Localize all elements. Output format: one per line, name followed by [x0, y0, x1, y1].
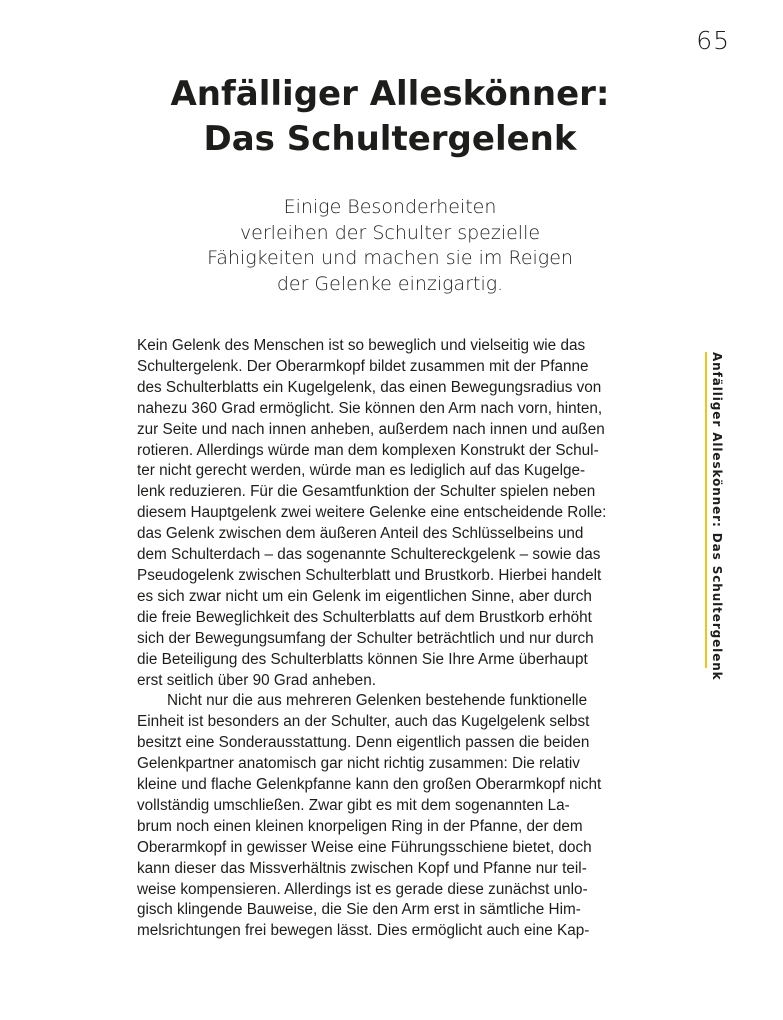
body-line: nahezu 360 Grad ermöglicht. Sie können den Arm nach vorn, hinten,	[137, 399, 603, 417]
body-line: die freie Beweglichkeit des Schulterblatts auf dem Brustkorb erhöht	[137, 608, 592, 626]
body-line: des Schulterblatts ein Kugelgelenk, das einen Bewegungsradius von	[137, 378, 602, 396]
body-line: es sich zwar nicht um ein Gelenk im eigentlichen Sinne, aber durch	[137, 587, 592, 605]
body-line: Pseudogelenk zwischen Schulterblatt und Brustkorb. Hierbei handelt	[137, 566, 602, 584]
page-number: 65	[696, 26, 730, 55]
intro-text	[140, 195, 640, 297]
body-line: die Beteiligung des Schulterblatts können Sie Ihre Arme überhaupt	[137, 650, 588, 668]
body-line: Einheit ist besonders an der Schulter, auch das Kugelgelenk selbst	[137, 713, 590, 731]
title-line-2: Das Schultergelenk	[203, 119, 577, 159]
running-header: Anfälliger Alleskönner: Das Schultergelenk	[710, 352, 724, 681]
body-line: gisch klingende Bauweise, die Sie den Arm erst in sämtliche Him-	[137, 901, 581, 919]
body-line: diesem Hauptgelenk zwei weitere Gelenke eine entscheidende Rolle:	[137, 504, 607, 522]
body-line: melsrichtungen frei bewegen lässt. Dies ermöglicht auch eine Kap-	[137, 922, 590, 940]
title-line-1: Anfälliger Alleskönner:	[170, 74, 610, 114]
body-line: das Gelenk zwischen dem äußeren Anteil des Schlüsselbeins und	[137, 525, 584, 543]
intro-line: Fähigkeiten und machen sie im Reigen	[207, 247, 573, 269]
body-text	[137, 336, 606, 942]
body-line: rotieren. Allerdings würde man dem komplexen Konstrukt der Schul-	[137, 441, 599, 459]
body-line: besitzt eine Sonderausstattung. Denn eigentlich passen die beiden	[137, 734, 590, 752]
body-line: kleine und flache Gelenkpfanne kann den großen Oberarmkopf nicht	[137, 776, 602, 794]
side-accent-rule	[705, 352, 707, 668]
intro-line: der Gelenke einzigartig.	[276, 272, 504, 295]
page-title	[80, 72, 700, 162]
body-line: Gelenkpartner anatomisch gar nicht richtig zusammen: Die relativ	[137, 755, 580, 773]
body-line: lenk reduzieren. Für die Gesamtfunktion der Schulter spielen neben	[137, 483, 596, 501]
body-line: Oberarmkopf in gewisser Weise eine Führungsschiene bietet, doch	[137, 838, 592, 856]
body-line: dem Schulterdach – das sogenannte Schultereckgelenk – sowie das	[137, 546, 601, 564]
body-line: Kein Gelenk des Menschen ist so beweglich und vielseitig wie das	[137, 337, 586, 354]
body-line: kann dieser das Missverhältnis zwischen Kopf und Pfanne nur teil-	[137, 859, 587, 877]
intro-line: verleihen der Schulter spezielle	[239, 221, 541, 244]
body-line: vollständig umschließen. Zwar gibt es mit dem sogenannten La-	[137, 796, 570, 814]
body-line: brum noch einen kleinen knorpeligen Ring in der Pfanne, der dem	[137, 817, 583, 835]
body-line: zur Seite und nach innen anheben, außerdem nach innen und außen	[137, 420, 605, 438]
body-line: erst seitlich über 90 Grad anheben.	[137, 671, 376, 689]
intro-line: Einige Besonderheiten	[283, 196, 497, 218]
body-line: Nicht nur die aus mehreren Gelenken bestehende funktionelle	[167, 692, 588, 710]
body-line: ter nicht gerecht werden, würde man es lediglich auf das Kugelge-	[137, 462, 586, 480]
body-line: Schultergelenk. Der Oberarmkopf bildet zusammen mit der Pfanne	[137, 357, 589, 375]
body-line: weise kompensieren. Allerdings ist es gerade diese zunächst unlo-	[137, 880, 588, 898]
body-line: sich der Bewegungsumfang der Schulter beträchtlich und nur durch	[137, 629, 594, 647]
